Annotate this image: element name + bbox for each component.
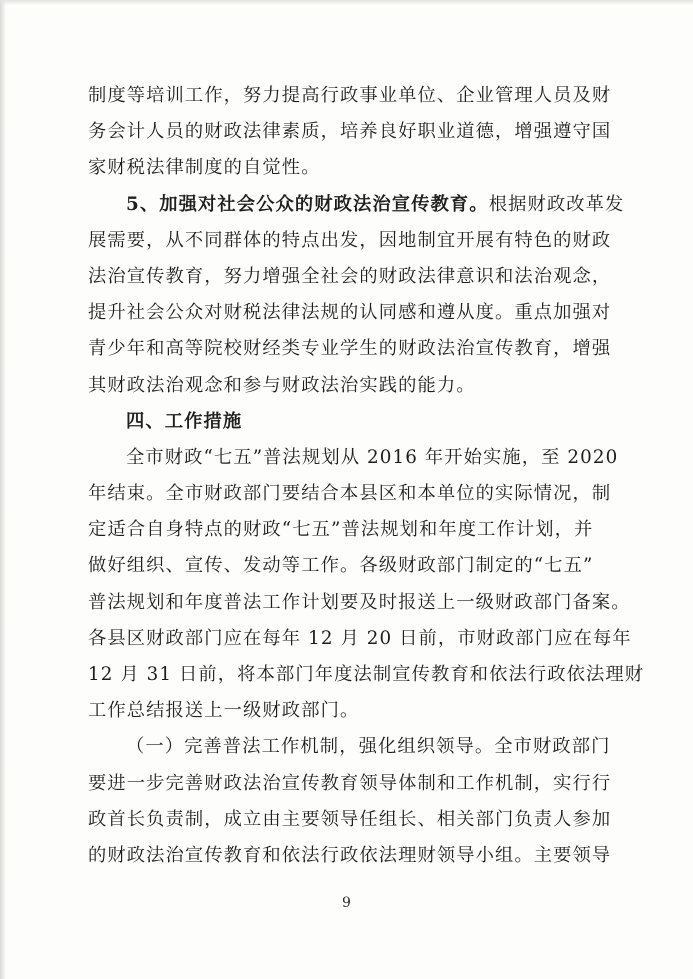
text-line (88, 187, 625, 223)
text-line: 做好组织、宣传、发动等工作。各级财政部门制定的“七五” (88, 555, 594, 577)
text-line: 12 月 31 日前，将本部门年度法制宣传教育和依法行政依法理财 (88, 664, 645, 685)
text-line: 务会计人员的财政法律素质，培养良好职业道德，增强遵守国 (88, 121, 612, 143)
text-line: 其财政法治观念和参与财政法治实践的能力。 (88, 374, 476, 396)
text-line: 展需要，从不同群体的特点出发，因地制宜开展有特色的财政 (88, 229, 612, 251)
text-line: （一）完善普法工作机制，强化组织领导。全市财政部门 (126, 736, 611, 758)
text-line: 普法规划和年度普法工作计划要及时报送上一级财政部门备案。 (88, 591, 631, 613)
text-line: 工作总结报送上一级财政部门。 (88, 700, 360, 722)
text-line: 制度等培训工作，努力提高行政事业单位、企业管理人员及财 (88, 85, 612, 106)
paragraph-measure-1 (88, 729, 612, 874)
text-line: 青少年和高等院校财经类专业学生的财政法治宣传教育，增强 (88, 338, 612, 360)
scan-shadow-left (0, 0, 6, 979)
section-heading: 四、工作措施 (126, 410, 243, 432)
text-line: 年结束。全市财政部门要结合本县区和本单位的实际情况，制 (88, 483, 612, 505)
paragraph-item-5 (88, 187, 625, 404)
section-4 (88, 404, 645, 730)
item-5-first-line: 根据财政改革发 (488, 193, 625, 215)
text-line: 要进一步完善财政法治宣传教育领导体制和工作机制，实行行 (88, 772, 612, 794)
item-5-heading: 5、加强对社会公众的财政法治宣传教育。 (126, 193, 489, 215)
text-line: 各县区财政部门应在每年 12 月 20 日前，市财政部门应在每年 (88, 627, 632, 649)
text-line: 全市财政“七五”普法规划从 2016 年开始实施，至 2020 (126, 446, 619, 468)
text-line: 定适合自身特点的财政“七五”普法规划和年度工作计划，并 (88, 519, 594, 541)
text-line: 的财政法治宣传教育和依法行政依法理财领导小组。主要领导 (88, 844, 612, 866)
text-line: 政首长负责制，成立由主要领导任组长、相关部门负责人参加 (88, 808, 612, 830)
text-line: 法治宣传教育，努力增强全社会的财政法律意识和法治观念， (88, 265, 612, 287)
scan-shadow-top (0, 0, 693, 5)
text-line: 家财税法律制度的自觉性。 (88, 157, 321, 179)
text-line: 提升社会公众对财税法律法规的认同感和遵从度。重点加强对 (88, 302, 612, 324)
paragraph-training (88, 78, 612, 187)
page-number: 9 (342, 895, 351, 911)
